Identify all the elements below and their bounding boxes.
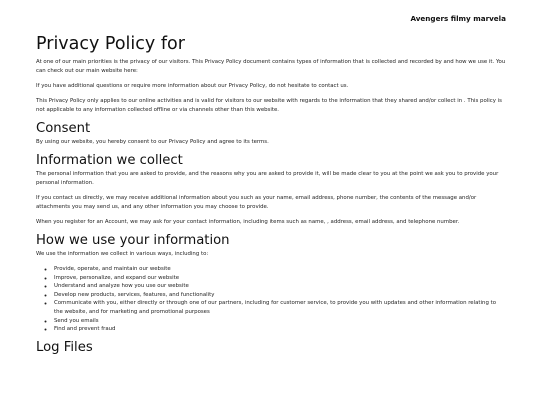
consent-heading: Consent [36,121,91,136]
list-item: ◦ Understand and analyze how you use our website [54,282,506,291]
list-item: ◦ Find and prevent fraud [54,325,506,334]
list-item: ◦ Develop new products, services, features, and functionality [54,291,506,300]
consent-paragraph: By using our website, you hereby consent to our Privacy Policy and agree to its terms. [36,139,269,145]
info-collect-heading: Information we collect [36,153,183,168]
list-item: ◦ Send you emails [54,317,506,326]
intro-paragraph-2: If you have additional questions or require more information about our Privacy Policy, do not hesitate to contact us. [36,83,349,89]
list-item: ◦ Communicate with you, either directly or through one of our partners, including for customer service, to provide you with updates and other information relating to the website, and for marketing and promotional purposes [54,299,506,316]
how-use-list [36,265,506,334]
log-files-heading: Log Files [36,339,93,355]
policy-content [36,34,506,357]
intro-paragraph-3: This Privacy Policy only applies to our online activities and is valid for visitors to our website with regards to the information that they shared and/or collect in . This policy is not applicable to any information collected offline or via channels other than this website. [36,98,502,113]
how-use-heading: How we use your information [36,233,230,248]
list-item: ◦ Improve, personalize, and expand our website [54,274,506,283]
page-title: Privacy Policy for [36,34,185,54]
info-collect-paragraph-3: When you register for an Account, we may ask for your contact information, including items such as name, , address, email address, and telephone number. [36,219,460,225]
info-collect-paragraph-2: If you contact us directly, we may receive additional information about you such as your name, email address, phone number, the contents of the message and/or attachments you may send us, and any other information you may choose to provide. [36,195,477,210]
site-title[interactable]: Avengers filmy marvela [410,14,506,23]
how-use-paragraph: We use the information we collect in various ways, including to: [36,251,209,257]
intro-paragraph-1: At one of our main priorities is the privacy of our visitors. This Privacy Policy document contains types of information that is collected and recorded by and how we use it. You can check out our main website here: [36,59,506,74]
list-item: ◦ Provide, operate, and maintain our website [54,265,506,274]
info-collect-paragraph-1: The personal information that you are asked to provide, and the reasons why you are asked to provide it, will be made clear to you at the point we ask you to provide your personal information. [36,171,499,186]
